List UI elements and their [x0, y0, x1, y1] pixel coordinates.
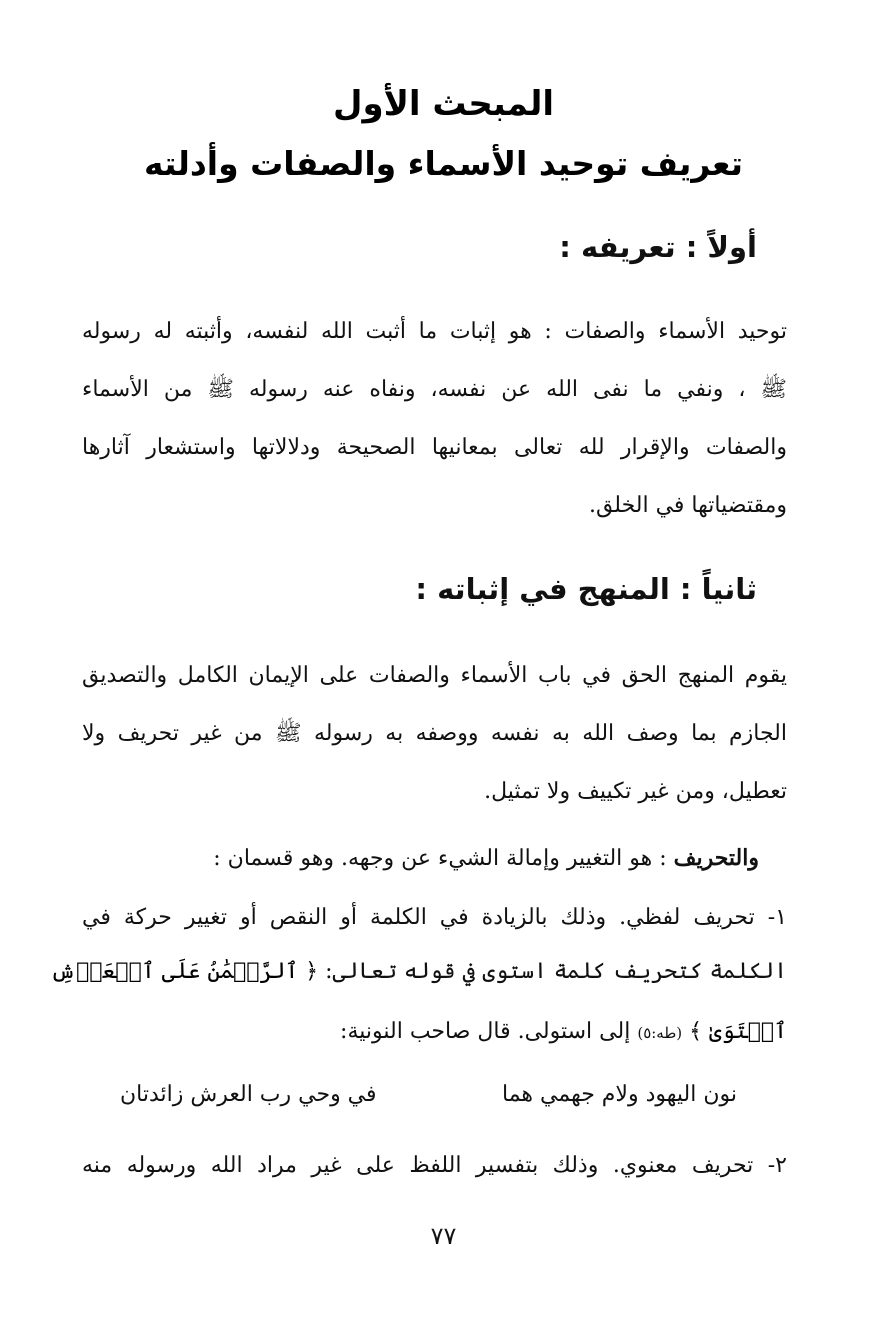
- poem-first-hemistich: نون اليهود ولام جهمي هما: [502, 1082, 737, 1107]
- chapter-title: المبحث الأول: [332, 84, 555, 124]
- section-heading-method: ثانياً : المنهج في إثباته :: [415, 572, 757, 606]
- paragraph-line: ١- تحريف لفظي. وذلك بالزيادة في الكلمة أو النقص أو تغيير حركة في: [82, 905, 787, 930]
- paragraph-line: توحيد الأسماء والصفات : هو إثبات ما أثبت الله لنفسه، وأثبته له رسوله: [82, 319, 787, 344]
- poem-second-hemistich: في وحي رب العرش زائدتان: [120, 1082, 377, 1107]
- verse-line: [50, 956, 787, 988]
- page-number: ٧٧: [430, 1222, 457, 1250]
- paragraph-line: ٢- تحريف معنوي. وذلك بتفسير اللفظ على غير مراد الله ورسوله منه: [82, 1153, 787, 1178]
- paragraph-text: الكلمة كتحريف كلمة استوى في قوله تعالى:: [325, 959, 787, 984]
- paragraph-line: الجازم بما وصف الله به نفسه ووصفه به رسوله ﷺ من غير تحريف ولا: [82, 721, 787, 746]
- poem-verse: [120, 1079, 737, 1111]
- verse-reference: (طه:٥): [637, 1024, 683, 1042]
- section-heading-definition: أولاً : تعريفه :: [559, 230, 757, 264]
- verse-end-line: [82, 1016, 787, 1049]
- quran-verse-end: ٱسۡتَوَىٰ ﴾: [689, 1019, 787, 1044]
- quran-verse: ﴿ ٱلرَّحۡمَٰنُ عَلَى ٱلۡعَرۡشِ: [50, 959, 319, 984]
- paragraph-line: ﷺ ، ونفي ما نفى الله عن نفسه، ونفاه عنه رسوله ﷺ من الأسماء: [82, 377, 787, 402]
- paragraph-line: والصفات والإقرار لله تعالى بمعانيها الصحيحة ودلالاتها واستشعار آثارها: [82, 435, 787, 460]
- tahrif-term: والتحريف: [673, 845, 759, 871]
- chapter-subtitle: تعريف توحيد الأسماء والصفات وأدلته: [144, 144, 743, 183]
- tahrif-definition: : هو التغيير وإمالة الشيء عن وجهه. وهو قسمان :: [213, 846, 667, 871]
- paragraph-line: تعطيل، ومن غير تكييف ولا تمثيل.: [484, 779, 787, 804]
- paragraph-line: ومقتضياتها في الخلق.: [588, 493, 787, 518]
- tahrif-definition-line: [82, 842, 759, 875]
- paragraph-text: إلى استولى. قال صاحب النونية:: [340, 1019, 631, 1044]
- paragraph-line: يقوم المنهج الحق في باب الأسماء والصفات على الإيمان الكامل والتصديق: [82, 663, 787, 688]
